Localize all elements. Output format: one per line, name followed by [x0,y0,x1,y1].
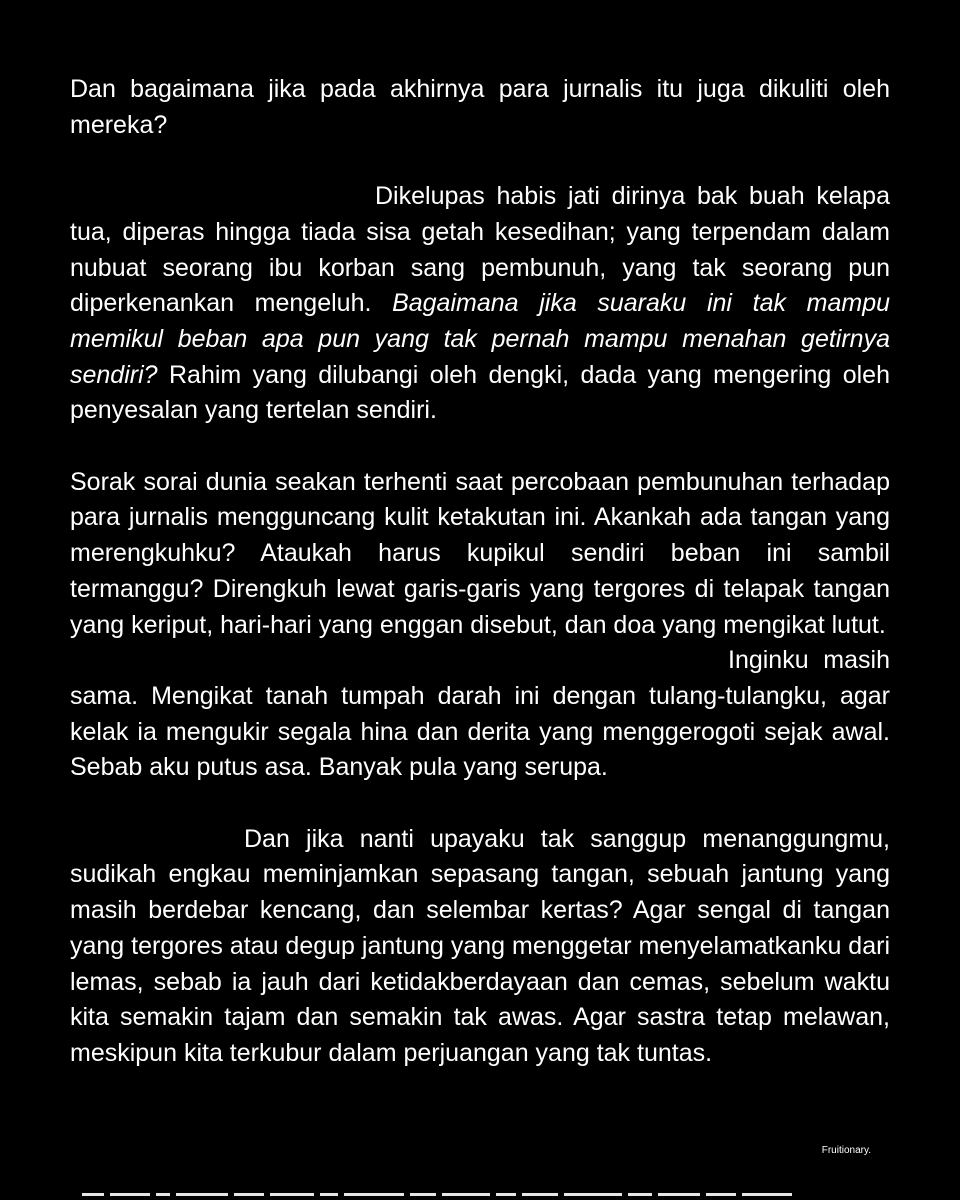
paragraph-2-text-start: Dikelupas habis jati dirinya bak buah kelapa tua, diperas hingga tiada sisa getah kesedihan; yang terpendam dalam nubuat seorang ibu korban sang pembunuh, yang tak seorang pun diperkenankan mengeluh. [70,182,890,318]
paragraph-5: Dan jika nanti upayaku tak sanggup menanggungmu, sudikah engkau meminjamkan sepasang tangan, sebuah jantung yang masih berdebar kencang, dan selembar kertas? Agar sengal di tangan yang tergores atau degup jantung yang menggetar menyelamatkanku dari lemas, sebab ia jauh dari ketidakberdayaan dan cemas, sebelum waktu kita semakin tajam dan semakin tak awas. Agar sastra tetap melawan, meskipun kita terkubur dalam perjuangan yang tak tuntas. [70,824,890,1067]
cropped-next-line [82,1193,878,1199]
paragraph-1: Dan bagaimana jika pada akhirnya para jurnalis itu juga dikuliti oleh mereka? [70,75,890,139]
paragraph-4: Inginku masih sama. Mengikat tanah tumpah darah ini dengan tulang-tulangku, agar kelak ia mengukir segala hina dan derita yang menggerogoti sejak awal. Sebab aku putus asa. Banyak pula yang serupa. [70,646,890,782]
document-body [70,72,890,1072]
paragraph-3: Sorak sorai dunia seakan terhenti saat percobaan pembunuhan terhadap para jurnalis mengguncang kulit ketakutan ini. Akankah ada tangan yang merengkuhku? Ataukah harus kupikul sendiri beban ini sambil termanggu? Direngkuh lewat garis-garis yang tergores di telapak tangan yang keriput, hari-hari yang enggan disebut, dan doa yang mengikat lutut. [70,467,890,639]
author-signature: Fruitionary. [821,1145,871,1156]
paragraph-2 [70,179,890,429]
paragraph-2-italic-question: Bagaimana jika suaraku ini tak mampu memikul beban apa pun yang tak pernah mampu menahan getirnya sendiri? [70,289,890,389]
paragraph-2-text-end: Rahim yang dilubangi oleh dengki, dada yang mengering oleh penyesalan yang tertelan sendiri. [70,360,890,425]
